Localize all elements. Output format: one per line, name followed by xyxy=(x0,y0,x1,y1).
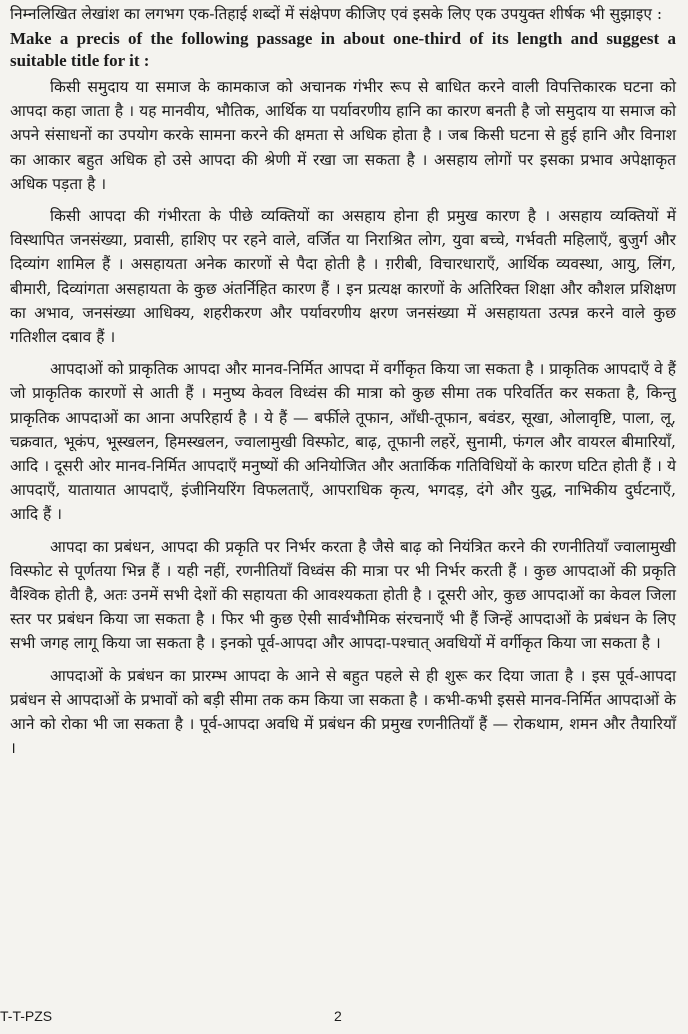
instruction-english: Make a precis of the following passage in about one-third of its length and suggest a suitable title for it : xyxy=(10,29,676,70)
paper-code: T-T-PZS xyxy=(0,1008,53,1024)
passage-paragraph-2: किसी आपदा की गंभीरता के पीछे व्यक्तियों का असहाय होना ही प्रमुख कारण है । असहाय व्यक्तियों में विस्थापित जनसंख्या, प्रवासी, हाशिए पर रहने वाले, वर्जित या निराश्रित लोग, युवा बच्चे, गर्भवती महिलाएँ, बुजुर्ग और दिव्यांग शामिल हैं । असहायता अनेक कारणों से पैदा होती है । ग़रीबी, विचारधाराएँ, आर्थिक व्यवस्था, आयु, लिंग, बीमारी, दिव्यांगता असहायता के कुछ अंतर्निहित कारण हैं । इन प्रत्यक्ष कारणों के अतिरिक्त शिक्षा और कौशल प्रशिक्षण का अभाव, जनसंख्या आधिक्य, शहरीकरण और पर्यावरणीय क्षरण जनसंख्या में असहायता उत्पन्न करने वाले कुछ गतिशील दबाव हैं । xyxy=(10,207,676,347)
document-page xyxy=(10,2,676,768)
page-footer xyxy=(0,1008,688,1032)
passage-paragraph-4: आपदा का प्रबंधन, आपदा की प्रकृति पर निर्भर करता है जैसे बाढ़ को नियंत्रित करने की रणनीतियाँ ज्वालामुखी विस्फोट से पूर्णतया भिन्न हैं । यही नहीं, रणनीतियाँ विध्वंस की मात्रा पर भी निर्भर करती हैं । कुछ आपदाओं की प्रकृति वैश्विक होती है, अतः उनमें सभी देशों की सहायता की आवश्यकता होती है । दूसरी ओर, कुछ आपदाओं का केवल जिला स्तर पर प्रबंधन किया जा सकता है । फिर भी कुछ ऐसी सार्वभौमिक संरचनाएँ भी हैं जिन्हें आपदाओं के प्रबंधन के लिए सभी जगह लागू किया जा सकता है । इनको पूर्व-आपदा और आपदा-पश्चात् अवधियों में वर्गीकृत किया जा सकता है । xyxy=(10,537,676,653)
instruction-hindi: निम्नलिखित लेखांश का लगभग एक-तिहाई शब्दों में संक्षेपण कीजिए एवं इसके लिए एक उपयुक्त शीर्षक भी सुझाइए : xyxy=(10,5,663,23)
passage-paragraph-1: किसी समुदाय या समाज के कामकाज को अचानक गंभीर रूप से बाधित करने वाली विपत्तिकारक घटना को आपदा कहा जाता है । यह मानवीय, भौतिक, आर्थिक या पर्यावरणीय हानि का कारण बनती है जो समुदाय या समाज को अपने संसाधनों का उपयोग करके सामना करने की क्षमता से अधिक होता है । जब किसी घटना से हुई हानि और विनाश का आकार बहुत अधिक हो उसे आपदा की श्रेणी में रखा जा सकता है । असहाय लोगों पर इसका प्रभाव अपेक्षाकृत अधिक पड़ता है । xyxy=(10,78,677,193)
passage-paragraph-3: आपदाओं को प्राकृतिक आपदा और मानव-निर्मित आपदा में वर्गीकृत किया जा सकता है । प्राकृतिक आपदाएँ वे हैं जो प्राकृतिक कारणों से आती हैं । मनुष्य केवल विध्वंस की मात्रा को कुछ सीमा तक परिवर्तित कर सकता है, किन्तु प्राकृतिक आपदाओं का आना अपरिहार्य है । ये हैं — बर्फीले तूफान, आँधी-तूफान, बवंडर, सूखा, ओलावृष्टि, पाला, लू, चक्रवात, भूकंप, भूस्खलन, हिमस्खलन, ज्वालामुखी विस्फोट, बाढ़, तूफानी लहरें, सुनामी, फंगल और वायरल बीमारियाँ, आदि । दूसरी ओर मानव-निर्मित आपदाएँ मनुष्यों की अनियोजित और अतार्किक गतिविधियों के कारण घटित होती हैं । ये आपदाएँ, यातायात आपदाएँ, इंजीनियरिंग विफलताएँ, आपराधिक कृत्य, भगदड़, दंगे और युद्ध, नाभिकीय दुर्घटनाएँ, आदि हैं । xyxy=(10,360,676,524)
passage-paragraph-5: आपदाओं के प्रबंधन का प्रारम्भ आपदा के आने से बहुत पहले से ही शुरू कर दिया जाता है । इस पूर्व-आपदा प्रबंधन से आपदाओं के प्रभावों को बड़ी सीमा तक कम किया जा सकता है । कभी-कभी इससे मानव-निर्मित आपदाओं के आने को रोका भी जा सकता है । पूर्व-आपदा अवधि में प्रबंधन की प्रमुख रणनीतियाँ हैं — रोकथाम, शमन और तैयारियाँ । xyxy=(10,666,676,758)
page-number: 2 xyxy=(334,1008,342,1024)
